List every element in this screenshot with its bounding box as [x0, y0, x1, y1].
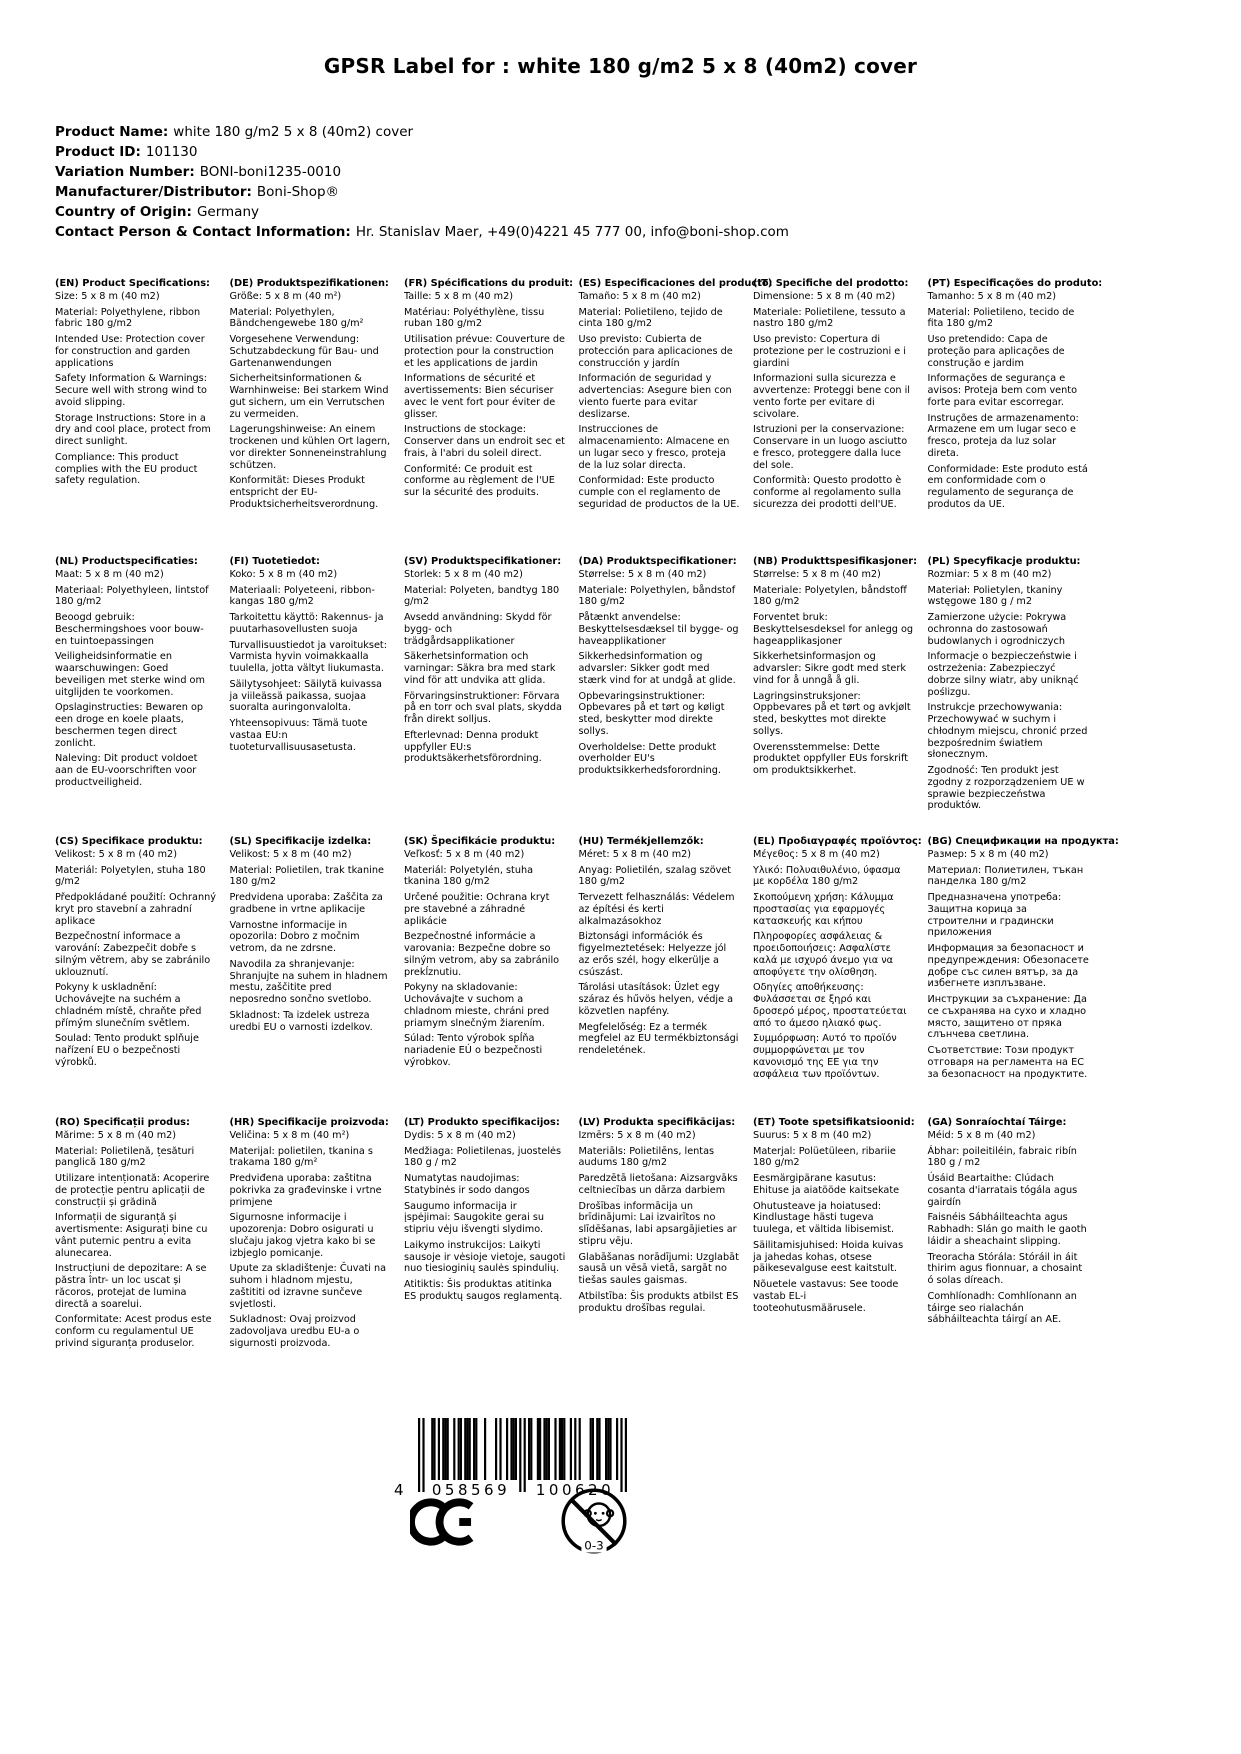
spec-paragraph: Materjal: Polüetüleen, ribariie 180 g/m2 — [753, 1145, 896, 1169]
spec-paragraph: Tamaño: 5 x 8 m (40 m2) — [578, 290, 701, 302]
info-value: 101130 — [145, 144, 198, 160]
spec-paragraph: Eesmärgipärane kasutus: Ehituse ja aiatööde kaitsekate — [753, 1173, 900, 1196]
spec-paragraph: Zgodność: Ten produkt jest zgodny z rozporządzeniem UE w sprawie bezpieczeństwa produktów. — [927, 765, 1085, 812]
spec-paragraph: Opbevaringsinstruktioner: Opbevares på et tørt og køligt sted, beskytter mod direkte sollys. — [578, 690, 725, 737]
spec-paragraph: Tamanho: 5 x 8 m (40 m2) — [927, 290, 1057, 302]
spec-paragraph: Yhteensopivuus: Tämä tuote vastaa EU:n tuoteturvallisuusasetusta. — [229, 718, 368, 753]
info-row — [55, 182, 789, 202]
spec-paragraph: Pokyny k uskladnění: Uchovávejte na suchém a chladném místě, chraňte před přímým slunečním světlem. — [55, 982, 202, 1029]
spec-paragraph: Tárolási utasítások: Üzlet egy száraz és hűvös helyen, védje a közvetlen napfény. — [578, 982, 734, 1017]
spec-paragraph: Soulad: Tento produkt splňuje nařízení EU o bezpečnosti výrobků. — [55, 1033, 199, 1068]
spec-paragraph: Určené použitie: Ochrana kryt pre stavebné a záhradné aplikácie — [404, 892, 550, 927]
spec-paragraph: Upute za skladištenje: Čuvati na suhom i hladnom mjestu, zaštititi od izravne sunčeve svjetlosti. — [229, 1263, 387, 1310]
info-label: Product Name: — [55, 124, 169, 140]
spec-paragraph: Comhlíonadh: Comhlíonann an táirge seo rialachán sábháilteachta táirgí an AE. — [927, 1291, 1077, 1326]
spec-heading: (NB) Produkttspesifikasjoner: — [753, 556, 917, 567]
spec-paragraph: Veiligheidsinformatie en waarschuwingen: Goed beveiligen met sterke wind om uitglijden te voorkomen. — [55, 651, 205, 698]
spec-heading: (ES) Especificaciones del producto: — [578, 278, 773, 289]
spec-heading: (BG) Спецификации на продукта: — [927, 836, 1119, 847]
spec-paragraph: Vorgesehene Verwendung: Schutzabdeckung für Bau- und Gartenanwendungen — [229, 334, 379, 369]
spec-paragraph: Beoogd gebruik: Beschermingshoes voor bouw- en tuintoepassingen — [55, 612, 204, 647]
spec-paragraph: Material: Polyeten, bandtyg 180 g/m2 — [404, 584, 560, 608]
info-value: BONI-boni1235-0010 — [199, 164, 342, 180]
spec-heading: (LV) Produkta specifikācijas: — [578, 1117, 736, 1128]
spec-paragraph: Materiale: Polietilene, tessuto a nastro 180 g/m2 — [753, 306, 906, 330]
info-label: Manufacturer/Distributor: — [55, 184, 252, 200]
spec-paragraph: Sicherheitsinformationen & Warnhinweise: Bei starkem Wind gut sichern, um ein Verrutschen zu vermeiden. — [229, 373, 389, 420]
spec-paragraph: Utilizare intenționată: Acoperire de protecție pentru aplicații de construcții și grădină — [55, 1173, 210, 1208]
barcode-digit-first: 4 — [394, 1481, 404, 1499]
info-value: Germany — [196, 204, 259, 220]
spec-paragraph: Suurus: 5 x 8 m (40 m2) — [753, 1129, 872, 1141]
spec-heading: (LT) Produkto specifikacijos: — [404, 1117, 560, 1128]
spec-paragraph: Größe: 5 x 8 m (40 m²) — [229, 290, 342, 302]
spec-paragraph: Medžiaga: Polietilenas, juostelės 180 g / m2 — [404, 1145, 562, 1169]
info-label: Variation Number: — [55, 164, 195, 180]
spec-paragraph: Συμμόρφωση: Αυτό το προϊόν συμμορφώνεται με τον κανονισμό της ΕΕ για την ασφάλεια των προϊόντων. — [753, 1033, 897, 1080]
spec-heading: (FR) Spécifications du produit: — [404, 278, 574, 289]
spec-paragraph: Conformité: Ce produit est conforme au règlement de l'UE sur la sécurité des produits. — [404, 463, 555, 499]
spec-paragraph: Súlad: Tento výrobok spĺňa nariadenie EÚ o bezpečnosti výrobkov. — [404, 1033, 543, 1068]
info-row — [55, 222, 789, 242]
info-row — [55, 122, 789, 142]
spec-paragraph: Instructions de stockage: Conserver dans un endroit sec et frais, à l'abri du soleil direct. — [404, 424, 565, 459]
spec-paragraph: Veľkosť: 5 x 8 m (40 m2) — [404, 848, 525, 860]
spec-paragraph: Velikost: 5 x 8 m (40 m2) — [229, 848, 352, 860]
spec-block — [578, 278, 773, 556]
spec-paragraph: Materiaali: Polyeteeni, ribbon-kangas 180 g/m2 — [229, 584, 375, 608]
spec-block — [230, 1117, 405, 1354]
info-value: Boni-Shop® — [256, 184, 340, 200]
spec-paragraph: Sikkerhetsinformasjon og advarsler: Sikre godt med sterk vind for å unngå å gli. — [753, 651, 906, 686]
spec-paragraph: Anyag: Polietilén, szalag szövet 180 g/m2 — [578, 864, 732, 888]
spec-paragraph: Uso previsto: Copertura di protezione per le costruzioni e i giardini — [753, 334, 906, 369]
spec-heading: (GA) Sonraíochtaí Táirge: — [927, 1117, 1067, 1128]
spec-block — [404, 1117, 579, 1354]
spec-paragraph: Velikost: 5 x 8 m (40 m2) — [55, 848, 177, 860]
spec-heading: (SV) Produktspecifikationer: — [404, 556, 562, 567]
spec-paragraph: Säkerhetsinformation och varningar: Säkra bra med stark vind för att undvika att glida. — [404, 651, 556, 686]
spec-block — [55, 278, 230, 556]
spec-paragraph: Předpokládané použití: Ochranný kryt pro stavební a zahradní aplikace — [55, 892, 216, 927]
spec-paragraph: Intended Use: Protection cover for construction and garden applications — [55, 334, 205, 369]
spec-paragraph: Informations de sécurité et avertissements: Bien sécuriser avec le vent fort pour éviter de glisser. — [404, 373, 556, 420]
spec-paragraph: Sukladnost: Ovaj proizvod zadovoljava uredbu EU-a o sigurnosti proizvoda. — [229, 1314, 360, 1349]
spec-heading: (CS) Specifikace produktu: — [55, 836, 203, 847]
spec-paragraph: Konformität: Dieses Produkt entspricht der EU-Produktsicherheitsverordnung. — [229, 475, 379, 510]
spec-paragraph: Υλικό: Πολυαιθυλένιο, ύφασμα με κορδέλα 180 g/m2 — [753, 864, 901, 888]
spec-paragraph: Úsáid Beartaithe: Clúdach cosanta d'iarratais tógála agus gairdín — [927, 1173, 1078, 1208]
spec-paragraph: Skladnost: Ta izdelek ustreza uredbi EU o varnosti izdelkov. — [229, 1010, 373, 1033]
spec-paragraph: Méret: 5 x 8 m (40 m2) — [578, 848, 692, 860]
spec-block — [404, 836, 579, 1117]
spec-paragraph: Izmērs: 5 x 8 m (40 m2) — [578, 1129, 696, 1141]
info-row — [55, 142, 789, 162]
spec-paragraph: Material: Polietileno, tejido de cinta 180 g/m2 — [578, 306, 723, 330]
spec-paragraph: Materiál: Polyetylen, stuha 180 g/m2 — [55, 864, 206, 888]
spec-paragraph: Инструкции за съхранение: Да се съхранява на сухо и хладно място, защитено от пряка слънчева светлина. — [927, 994, 1087, 1041]
spec-paragraph: Taille: 5 x 8 m (40 m2) — [404, 290, 514, 302]
spec-paragraph: Instrucciones de almacenamiento: Almacene en un lugar seco y fresco, proteja de la luz solar directa. — [578, 424, 730, 471]
spec-paragraph: Saugumo informacija ir įspėjimai: Saugokite gerai su stipriu vėju išvengti slydimo. — [404, 1200, 545, 1236]
info-value: Hr. Stanislav Maer, +49(0)4221 45 777 00, info@boni-shop.com — [355, 224, 789, 240]
spec-paragraph: Faisnéis Sábháilteachta agus Rabhadh: Slán go maith le gaoth láidir a sheachaint slipping. — [927, 1212, 1087, 1247]
spec-paragraph: Treoracha Stórála: Stóráil in áit thirim agus fionnuar, a chosaint ó solas díreach. — [927, 1251, 1083, 1287]
spec-paragraph: Storage Instructions: Store in a dry and cool place, protect from direct sunlight. — [55, 412, 211, 448]
spec-paragraph: Overholdelse: Dette produkt overholder EU's produktsikkerhedsforordning. — [578, 741, 721, 777]
spec-paragraph: Maat: 5 x 8 m (40 m2) — [55, 568, 164, 580]
spec-paragraph: Materiál: Polyetylén, stuha tkanina 180 g/m2 — [404, 864, 534, 888]
spec-paragraph: Biztonsági információk és figyelmeztetések: Helyezze jól az erős szél, hogy elkerülje a csúszást. — [578, 931, 727, 978]
spec-block — [753, 556, 928, 836]
spec-paragraph: Conformidad: Este producto cumple con el reglamento de seguridad de productos de la UE. — [578, 475, 740, 510]
spec-block — [579, 556, 754, 836]
spec-paragraph: Informacje o bezpieczeństwie i ostrzeżenia: Zabezpieczyć dobrze silny wiatr, aby uniknąć poślizgu. — [927, 651, 1079, 698]
spec-paragraph: Informazioni sulla sicurezza e avvertenze: Proteggi bene con il vento forte per evitare di scivolare. — [753, 373, 910, 420]
spec-paragraph: Atbilstība: Šis produkts atbilst ES produktu drošības regulai. — [578, 1291, 739, 1314]
spec-heading: (DE) Produktspezifikationen: — [229, 278, 389, 289]
spec-paragraph: Predviđena uporaba: zaštitna pokrivka za građevinske i vrtne primjene — [229, 1173, 382, 1208]
spec-block — [404, 278, 579, 556]
page-title: GPSR Label for : white 180 g/m2 5 x 8 (40m2) cover — [323, 54, 918, 78]
spec-block — [753, 1117, 928, 1354]
age-warning-label: 0-3 — [584, 1538, 604, 1553]
spec-paragraph: Uso previsto: Cubierta de protección para aplicaciones de construcción y jardín — [578, 334, 733, 369]
spec-paragraph: Bezpečnostné informácie a varovania: Bezpečne dobre so silným vetrom, aby sa zabránilo prekĺznutiu. — [404, 931, 560, 978]
spec-paragraph: Conformitate: Acest produs este conform cu regulamentul UE privind siguranța produselor. — [55, 1314, 212, 1349]
age-warning-icon — [559, 1486, 629, 1560]
spec-paragraph: Koko: 5 x 8 m (40 m2) — [229, 568, 338, 580]
spec-paragraph: Pokyny na skladovanie: Uchovávajte v suchom a chladnom mieste, chráni pred priamym slnečným žiarením. — [404, 982, 550, 1029]
spec-paragraph: Материал: Полиетилен, тъкан панделка 180 g/m2 — [927, 864, 1084, 888]
spec-paragraph: Paredzētā lietošana: Aizsargvāks celtniecības un dārza darbiem — [578, 1173, 738, 1196]
spec-paragraph: Rozmiar: 5 x 8 m (40 m2) — [927, 568, 1052, 580]
spec-paragraph: Materiāls: Polietilēns, lentas audums 180 g/m2 — [578, 1145, 715, 1169]
info-row — [55, 202, 789, 222]
spec-block — [928, 556, 1103, 836]
spec-paragraph: Navodila za shranjevanje: Shranjujte na suhem in hladnem mestu, zaščitite pred neposredno sončno svetlobo. — [229, 959, 388, 1006]
spec-paragraph: Instruções de armazenamento: Armazene em um lugar seco e fresco, proteja da luz solar direta. — [927, 412, 1079, 459]
spec-heading: (EN) Product Specifications: — [55, 278, 210, 289]
spec-paragraph: Säilytysohjeet: Säilytä kuivassa ja viileässä paikassa, suojaa suoralta auringonvalolta. — [229, 679, 382, 714]
spec-block — [928, 1117, 1103, 1354]
spec-paragraph: Materiale: Polyethylen, båndstof 180 g/m2 — [578, 584, 736, 608]
spec-block — [55, 1117, 230, 1354]
spec-heading: (EL) Προδιαγραφές προϊόντος: — [753, 836, 922, 847]
spec-paragraph: Material: Polietilenă, țesături panglică 180 g/m2 — [55, 1145, 195, 1169]
spec-paragraph: Material: Polyethylen, Bändchengewebe 180 g/m² — [229, 306, 364, 330]
info-row — [55, 162, 789, 182]
spec-paragraph: Atitiktis: Šis produktas atitinka ES produktų saugos reglamentą. — [404, 1279, 563, 1303]
spec-paragraph: Størrelse: 5 x 8 m (40 m2) — [753, 568, 881, 580]
spec-paragraph: Overensstemmelse: Dette produktet oppfyller EUs forskrift om produktsikkerhet. — [753, 741, 909, 777]
spec-paragraph: Materiał: Polietylen, tkaniny wstęgowe 180 g / m2 — [927, 584, 1063, 608]
spec-paragraph: Turvallisuustiedot ja varoitukset: Varmista hyvin voimakkaalla tuulella, jotta vältyt liukumasta. — [229, 639, 387, 675]
spec-paragraph: Istruzioni per la conservazione: Conservare in un luogo asciutto e fresco, proteggere dalla luce del sole. — [753, 424, 908, 471]
info-label: Country of Origin: — [55, 204, 192, 220]
spec-paragraph: Sikkerhedsinformation og advarsler: Sikker godt med stærk vind for at undgå at glide. — [578, 651, 736, 686]
spec-paragraph: Påtænkt anvendelse: Beskyttelsesdæksel til bygge- og haveapplikationer — [578, 612, 739, 647]
spec-paragraph: Предназначена употреба: Защитна корица за строителни и градински приложения — [927, 892, 1062, 939]
spec-block — [55, 836, 230, 1117]
spec-paragraph: Material: Polietilen, trak tkanine 180 g/m2 — [229, 864, 384, 888]
spec-paragraph: Informații de siguranță și avertismente: Asigurați bine cu vânt puternic pentru a evita alunecarea. — [55, 1212, 208, 1259]
spec-paragraph: Materiale: Polyetylen, båndstoff 180 g/m2 — [753, 584, 907, 608]
spec-paragraph: Nõuetele vastavus: See toode vastab EL-i tooteohutusmäärusele. — [753, 1279, 899, 1314]
spec-heading: (SK) Špecifikácie produktu: — [404, 836, 556, 847]
spec-block — [230, 278, 405, 556]
spec-paragraph: Material: Polyethylene, ribbon fabric 180 g/m2 — [55, 306, 201, 330]
spec-heading: (FI) Tuotetiedot: — [229, 556, 320, 567]
spec-paragraph: Ohutusteave ja hoiatused: Kindlustage hästi tugeva tuulega, et vältida libisemist. — [753, 1200, 895, 1236]
spec-block — [404, 556, 579, 836]
spec-heading: (NL) Productspecificaties: — [55, 556, 198, 567]
spec-paragraph: Conformità: Questo prodotto è conforme al regolamento sulla sicurezza dei prodotti dell'UE. — [753, 475, 902, 510]
spec-paragraph: Ábhar: poileitiléin, fabraic ribín 180 g / m2 — [927, 1145, 1077, 1169]
spec-block — [230, 836, 405, 1117]
spec-paragraph: Materiaal: Polyethyleen, lintstof 180 g/m2 — [55, 584, 209, 608]
spec-heading: (IT) Specifiche del prodotto: — [753, 278, 909, 289]
spec-paragraph: Predvidena uporaba: Zaščita za gradbene in vrtne aplikacije — [229, 892, 383, 915]
spec-block — [55, 556, 230, 836]
spec-heading: (HU) Termékjellemzők: — [578, 836, 704, 847]
spec-paragraph: Mărime: 5 x 8 m (40 m2) — [55, 1129, 177, 1141]
spec-paragraph: Dydis: 5 x 8 m (40 m2) — [404, 1129, 516, 1141]
spec-paragraph: Matériau: Polyéthylène, tissu ruban 180 g/m2 — [404, 306, 545, 330]
spec-paragraph: Dimensione: 5 x 8 m (40 m2) — [753, 290, 896, 302]
product-info — [55, 122, 789, 242]
spec-paragraph: Οδηγίες αποθήκευσης: Φυλάσσεται σε ξηρό και δροσερό μέρος, προστατεύεται από το άμεσο ηλιακό φως. — [753, 982, 907, 1029]
spec-paragraph: Σκοπούμενη χρήση: Κάλυμμα προστασίας για εφαρμογές κατασκευής και κήπου — [753, 892, 894, 927]
spec-block — [230, 556, 405, 836]
spec-paragraph: Säilitamisjuhised: Hoida kuivas ja jahedas kohas, otsese päikesevalguse eest kaitstult. — [753, 1240, 904, 1275]
spec-heading: (DA) Produktspecifikationer: — [578, 556, 737, 567]
spec-heading: (SL) Specifikacije izdelka: — [229, 836, 372, 847]
spec-heading: (PT) Especificações do produto: — [927, 278, 1103, 289]
spec-heading: (HR) Specifikacije proizvoda: — [229, 1117, 389, 1128]
spec-paragraph: Instrukcje przechowywania: Przechowywać w suchym i chłodnym miejscu, chronić przed bezpośrednim światłem słonecznym. — [927, 702, 1088, 761]
spec-paragraph: Размер: 5 x 8 m (40 m2) — [927, 848, 1049, 860]
spec-heading: (PL) Specyfikacje produktu: — [927, 556, 1081, 567]
spec-paragraph: Uso pretendido: Capa de proteção para aplicações de construção e jardim — [927, 334, 1065, 369]
info-label: Product ID: — [55, 144, 141, 160]
spec-heading: (RO) Specificații produs: — [55, 1117, 190, 1128]
spec-paragraph: Lagerungshinweise: An einem trockenen und kühlen Ort lagern, vor direkter Sonneneinstrahlung schützen. — [229, 424, 391, 471]
spec-paragraph: Förvaringsinstruktioner: Förvara på en torr och sval plats, skydda från direkt solljus. — [404, 690, 562, 726]
barcode-digit-left: 058569 — [431, 1481, 511, 1499]
spec-paragraph: Numatytas naudojimas: Statybinės ir sodo dangos — [404, 1173, 530, 1196]
ce-mark-icon — [410, 1497, 474, 1551]
spec-paragraph: Compliance: This product complies with the EU product safety regulation. — [55, 452, 198, 487]
spec-paragraph: Varnostne informacije in opozorila: Dobro z močnim vetrom, da ne zdrsne. — [229, 919, 360, 955]
spec-paragraph: Μέγεθος: 5 x 8 m (40 m2) — [753, 848, 880, 860]
spec-paragraph: Avsedd användning: Skydd för bygg- och trädgårdsapplikationer — [404, 612, 552, 647]
info-value: white 180 g/m2 5 x 8 (40m2) cover — [173, 124, 414, 140]
spec-grid — [55, 278, 1195, 1354]
spec-paragraph: Utilisation prévue: Couverture de protection pour la construction et les applications de jardin — [404, 334, 566, 369]
spec-paragraph: Opslaginstructies: Bewaren op een droge en koele plaats, beschermen tegen direct zonlicht. — [55, 702, 204, 749]
spec-paragraph: Информация за безопасност и предупреждения: Обезопасете добре със силен вятър, за да избегнете изплъзване. — [927, 943, 1089, 990]
spec-paragraph: Instrucțiuni de depozitare: A se păstra într- un loc uscat și răcoros, protejat de lumina directă a soarelui. — [55, 1263, 207, 1310]
spec-paragraph: Méid: 5 x 8 m (40 m2) — [927, 1129, 1036, 1141]
spec-paragraph: Laikymo instrukcijos: Laikyti sausoje ir vėsioje vietoje, saugoti nuo tiesioginių saulės spindulių. — [404, 1240, 566, 1275]
spec-paragraph: Informações de segurança e avisos: Proteja bem com vento forte para evitar escorregar. — [927, 373, 1078, 408]
spec-paragraph: Størrelse: 5 x 8 m (40 m2) — [578, 568, 707, 580]
spec-paragraph: Forventet bruk: Beskyttelsesdeksel for anlegg og hageapplikasjoner — [753, 612, 914, 647]
spec-block — [753, 836, 928, 1117]
spec-paragraph: Material: Polietileno, tecido de fita 180 g/m2 — [927, 306, 1075, 330]
spec-block — [927, 836, 1119, 1117]
spec-paragraph: Safety Information & Warnings: Secure well with strong wind to avoid slipping. — [55, 373, 207, 408]
spec-paragraph: Lagringsinstruksjoner: Oppbevares på et tørt og avkjølt sted, beskyttes mot direkte sollys. — [753, 690, 911, 737]
spec-paragraph: Veličina: 5 x 8 m (40 m²) — [229, 1129, 350, 1141]
spec-paragraph: Conformidade: Este produto está em conformidade com o regulamento de segurança de produtos da UE. — [927, 463, 1088, 510]
spec-paragraph: Efterlevnad: Denna produkt uppfyller EU:s produktsäkerhetsförordning. — [404, 730, 542, 765]
spec-block — [579, 1117, 754, 1354]
info-label: Contact Person & Contact Information: — [55, 224, 351, 240]
spec-paragraph: Drošības informācija un brīdinājumi: Lai izvairītos no slīdēšanas, labi apsargājieties ar stipru vēju. — [578, 1200, 737, 1247]
spec-paragraph: Sigurnosne informacije i upozorenja: Dobro osigurati u slučaju jakog vjetra kako bi se izbjeglo pomicanje. — [229, 1212, 376, 1259]
spec-block — [579, 836, 754, 1117]
spec-paragraph: Съответствие: Този продукт отговаря на регламента на ЕС за безопасност на продуктите. — [927, 1045, 1088, 1080]
spec-paragraph: Storlek: 5 x 8 m (40 m2) — [404, 568, 523, 580]
spec-heading: (ET) Toote spetsifikatsioonid: — [753, 1117, 915, 1128]
spec-paragraph: Zamierzone użycie: Pokrywa ochronna do zastosowań budowlanych i ogrodniczych — [927, 612, 1067, 647]
spec-paragraph: Tervezett felhasználás: Védelem az építési és kerti alkalmazásokhoz — [578, 892, 735, 927]
barcode-digit-right: 100620 — [535, 1481, 615, 1499]
spec-paragraph: Megfelelőség: Ez a termék megfelel az EU termékbiztonsági rendeletének. — [578, 1021, 739, 1057]
spec-block — [753, 278, 928, 556]
spec-paragraph: Naleving: Dit product voldoet aan de EU-voorschriften voor productveiligheid. — [55, 753, 198, 788]
spec-paragraph: Materijal: polietilen, tkanina s trakama 180 g/m² — [229, 1145, 373, 1169]
spec-paragraph: Glabāšanas norādījumi: Uzglabāt sausā un vēsā vietā, sargāt no tiešas saules gaismas. — [578, 1251, 739, 1287]
spec-block — [928, 278, 1103, 556]
spec-paragraph: Bezpečnostní informace a varování: Zabezpečit dobře s silným větrem, aby se zabránilo uklouznutí. — [55, 931, 211, 978]
spec-paragraph: Size: 5 x 8 m (40 m2) — [55, 290, 160, 302]
spec-paragraph: Tarkoitettu käyttö: Rakennus- ja puutarhasovellusten suoja — [229, 612, 384, 635]
spec-paragraph: Πληροφορίες ασφάλειας & προειδοποιήσεις: Ασφαλίστε καλά με ισχυρό άνεμο για να αποφύγετε την ολίσθηση. — [753, 931, 894, 978]
spec-paragraph: Información de seguridad y advertencias: Asegure bien con viento fuerte para evitar deslizarse. — [578, 373, 732, 420]
